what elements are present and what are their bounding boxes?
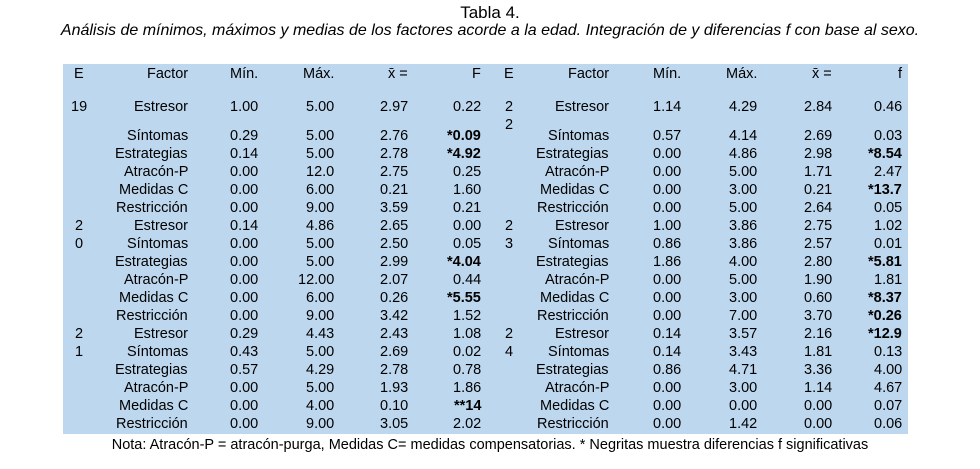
- max-cell: 5.00: [729, 164, 758, 180]
- max-cell: 6.00: [306, 182, 335, 198]
- min-cell: 0.57: [230, 362, 259, 378]
- column-header: Máx.: [303, 66, 335, 82]
- min-cell: 1.00: [653, 218, 682, 234]
- mean-cell: 2.69: [804, 128, 833, 144]
- min-cell: 0.29: [230, 128, 259, 144]
- mean-cell: 0.21: [804, 182, 833, 198]
- f-cell: 0.13: [874, 344, 903, 360]
- mean-cell: 1.93: [380, 380, 409, 396]
- min-cell: 0.00: [230, 308, 259, 324]
- mean-cell: 0.00: [804, 416, 833, 432]
- table-subtitle: Análisis de mínimos, máximos y medias de los factores acorde a la edad. Integración de y diferencias f con base al sexo.: [60, 22, 920, 39]
- factor-cell: Estrategias: [115, 362, 188, 378]
- f-cell: *5.81: [868, 254, 902, 270]
- f-cell: 0.78: [453, 362, 482, 378]
- factor-cell: Medidas C: [119, 182, 189, 198]
- f-cell: *13.7: [868, 182, 902, 198]
- f-cell: 0.03: [874, 128, 903, 144]
- factor-cell: Medidas C: [119, 290, 189, 306]
- factor-cell: Restricción: [537, 200, 609, 216]
- factor-cell: Restricción: [537, 308, 609, 324]
- max-cell: 3.00: [729, 290, 758, 306]
- mean-cell: 0.21: [380, 182, 409, 198]
- f-cell: 0.44: [453, 272, 482, 288]
- max-cell: 5.00: [729, 272, 758, 288]
- factor-cell: Atracón-P: [124, 380, 189, 396]
- f-cell: *0.26: [868, 308, 902, 324]
- mean-cell: 3.59: [380, 200, 409, 216]
- group-cell: 2: [505, 99, 514, 115]
- mean-cell: 2.43: [380, 326, 409, 342]
- max-cell: 9.00: [306, 200, 335, 216]
- group-cell: 2: [75, 326, 84, 342]
- min-cell: 0.00: [230, 272, 259, 288]
- min-cell: 0.86: [653, 236, 682, 252]
- mean-cell: 2.75: [380, 164, 409, 180]
- min-cell: 0.00: [653, 200, 682, 216]
- mean-cell: 3.42: [380, 308, 409, 324]
- mean-cell: 2.50: [380, 236, 409, 252]
- min-cell: 0.00: [653, 290, 682, 306]
- max-cell: 5.00: [306, 146, 335, 162]
- max-cell: 1.42: [729, 416, 758, 432]
- factor-cell: Atracón-P: [124, 272, 189, 288]
- factor-cell: Restricción: [116, 308, 188, 324]
- f-cell: *5.55: [447, 290, 481, 306]
- f-cell: 0.06: [874, 416, 903, 432]
- group-cell: 0: [75, 236, 84, 252]
- max-cell: 9.00: [306, 416, 335, 432]
- min-cell: 0.86: [653, 362, 682, 378]
- mean-cell: 2.84: [804, 99, 833, 115]
- group-cell: 2: [505, 218, 514, 234]
- mean-cell: 0.60: [804, 290, 833, 306]
- mean-cell: 1.81: [804, 344, 833, 360]
- factor-cell: Atracón-P: [545, 380, 610, 396]
- max-cell: 5.00: [306, 344, 335, 360]
- mean-cell: 0.26: [380, 290, 409, 306]
- min-cell: 0.00: [653, 272, 682, 288]
- min-cell: 0.00: [230, 380, 259, 396]
- min-cell: 1.14: [653, 99, 682, 115]
- min-cell: 0.14: [653, 326, 682, 342]
- factor-cell: Síntomas: [127, 128, 189, 144]
- factor-cell: Atracón-P: [545, 272, 610, 288]
- max-cell: 4.29: [729, 99, 758, 115]
- min-cell: 0.14: [230, 146, 259, 162]
- column-header: Máx.: [726, 66, 758, 82]
- factor-cell: Medidas C: [119, 398, 189, 414]
- f-cell: 2.02: [453, 416, 482, 432]
- factor-cell: Síntomas: [548, 128, 610, 144]
- max-cell: 3.86: [729, 236, 758, 252]
- column-header: F: [472, 66, 481, 82]
- factor-cell: Atracón-P: [124, 164, 189, 180]
- factor-cell: Síntomas: [548, 236, 610, 252]
- group-cell: 3: [505, 236, 514, 252]
- mean-cell: 2.80: [804, 254, 833, 270]
- factor-cell: Medidas C: [540, 398, 610, 414]
- mean-cell: 1.71: [804, 164, 833, 180]
- mean-cell: 2.78: [380, 146, 409, 162]
- mean-cell: 2.78: [380, 362, 409, 378]
- column-header: E: [74, 66, 84, 82]
- column-header: Mín.: [653, 66, 682, 82]
- mean-cell: 2.76: [380, 128, 409, 144]
- max-cell: 5.00: [306, 254, 335, 270]
- column-header: x̄ =: [812, 66, 832, 82]
- factor-cell: Restricción: [116, 200, 188, 216]
- f-cell: *8.54: [868, 146, 902, 162]
- f-cell: 1.52: [453, 308, 482, 324]
- f-cell: *12.9: [868, 326, 902, 342]
- min-cell: 1.00: [230, 99, 259, 115]
- max-cell: 5.00: [306, 99, 335, 115]
- factor-cell: Estresor: [134, 99, 188, 115]
- factor-cell: Estrategias: [115, 146, 188, 162]
- min-cell: 0.00: [653, 164, 682, 180]
- mean-cell: 2.64: [804, 200, 833, 216]
- min-cell: 0.00: [653, 398, 682, 414]
- group-cell: 2: [505, 117, 514, 133]
- column-header: x̄ =: [388, 66, 408, 82]
- min-cell: 0.57: [653, 128, 682, 144]
- f-cell: 1.08: [453, 326, 482, 342]
- factor-cell: Síntomas: [127, 344, 189, 360]
- group-cell: 19: [71, 99, 88, 115]
- f-cell: *0.09: [447, 128, 481, 144]
- f-cell: 4.00: [874, 362, 903, 378]
- max-cell: 4.00: [306, 398, 335, 414]
- min-cell: 0.00: [230, 236, 259, 252]
- factor-cell: Estrategias: [536, 362, 609, 378]
- min-cell: 0.00: [653, 380, 682, 396]
- max-cell: 12.00: [298, 272, 335, 288]
- f-cell: 2.47: [874, 164, 903, 180]
- max-cell: 5.00: [306, 236, 335, 252]
- max-cell: 6.00: [306, 290, 335, 306]
- min-cell: 0.00: [230, 290, 259, 306]
- mean-cell: 1.14: [804, 380, 833, 396]
- factor-cell: Atracón-P: [545, 164, 610, 180]
- f-cell: **14: [454, 398, 482, 414]
- factor-cell: Medidas C: [540, 182, 610, 198]
- group-cell: 1: [75, 344, 84, 360]
- min-cell: 0.00: [653, 146, 682, 162]
- max-cell: 7.00: [729, 308, 758, 324]
- column-header: E: [504, 66, 514, 82]
- f-cell: 4.67: [874, 380, 903, 396]
- max-cell: 5.00: [729, 200, 758, 216]
- f-cell: *8.37: [868, 290, 902, 306]
- mean-cell: 3.70: [804, 308, 833, 324]
- max-cell: 9.00: [306, 308, 335, 324]
- min-cell: 0.00: [230, 254, 259, 270]
- mean-cell: 0.00: [804, 398, 833, 414]
- f-cell: 0.22: [453, 99, 482, 115]
- f-cell: *4.92: [447, 146, 481, 162]
- factor-cell: Síntomas: [548, 344, 610, 360]
- min-cell: 0.00: [653, 308, 682, 324]
- min-cell: 0.29: [230, 326, 259, 342]
- mean-cell: 2.75: [804, 218, 833, 234]
- factor-cell: Restricción: [537, 416, 609, 432]
- max-cell: 5.00: [306, 128, 335, 144]
- f-cell: *4.04: [447, 254, 481, 270]
- min-cell: 0.00: [230, 398, 259, 414]
- mean-cell: 2.69: [380, 344, 409, 360]
- max-cell: 3.86: [729, 218, 758, 234]
- f-cell: 0.07: [874, 398, 903, 414]
- max-cell: 5.00: [306, 380, 335, 396]
- factor-cell: Estrategias: [536, 146, 609, 162]
- factor-cell: Estrategias: [536, 254, 609, 270]
- f-cell: 0.01: [874, 236, 903, 252]
- f-cell: 0.05: [874, 200, 903, 216]
- min-cell: 0.00: [230, 164, 259, 180]
- column-header: Factor: [147, 66, 189, 82]
- mean-cell: 2.97: [380, 99, 409, 115]
- min-cell: 0.00: [653, 416, 682, 432]
- f-cell: 0.02: [453, 344, 482, 360]
- max-cell: 3.00: [729, 182, 758, 198]
- min-cell: 0.14: [230, 218, 259, 234]
- min-cell: 0.00: [230, 200, 259, 216]
- factor-cell: Estresor: [555, 326, 609, 342]
- table-note: Nota: Atracón-P = atracón-purga, Medidas C= medidas compensatorias. * Negritas muestra diferencias f significativas: [111, 437, 869, 453]
- f-cell: 1.02: [874, 218, 903, 234]
- min-cell: 0.00: [230, 182, 259, 198]
- f-cell: 0.25: [453, 164, 482, 180]
- max-cell: 0.00: [729, 398, 758, 414]
- mean-cell: 2.57: [804, 236, 833, 252]
- max-cell: 4.43: [306, 326, 335, 342]
- factor-cell: Síntomas: [127, 236, 189, 252]
- mean-cell: 2.16: [804, 326, 833, 342]
- max-cell: 3.00: [729, 380, 758, 396]
- f-cell: 0.46: [874, 99, 903, 115]
- max-cell: 4.86: [306, 218, 335, 234]
- mean-cell: 1.90: [804, 272, 833, 288]
- column-header: Mín.: [230, 66, 259, 82]
- data-table: [63, 64, 908, 434]
- group-cell: 4: [505, 344, 514, 360]
- mean-cell: 0.10: [380, 398, 409, 414]
- max-cell: 4.00: [729, 254, 758, 270]
- factor-cell: Restricción: [116, 416, 188, 432]
- mean-cell: 2.65: [380, 218, 409, 234]
- max-cell: 4.14: [729, 128, 758, 144]
- factor-cell: Estresor: [555, 99, 609, 115]
- factor-cell: Estresor: [555, 218, 609, 234]
- min-cell: 0.00: [653, 182, 682, 198]
- min-cell: 1.86: [653, 254, 682, 270]
- f-cell: 1.81: [874, 272, 903, 288]
- mean-cell: 3.05: [380, 416, 409, 432]
- table-title: Tabla 4.: [460, 3, 520, 22]
- column-header: f: [898, 66, 903, 82]
- min-cell: 0.00: [230, 416, 259, 432]
- max-cell: 3.57: [729, 326, 758, 342]
- mean-cell: 3.36: [804, 362, 833, 378]
- f-cell: 0.05: [453, 236, 482, 252]
- factor-cell: Estrategias: [115, 254, 188, 270]
- group-cell: 2: [75, 218, 84, 234]
- min-cell: 0.43: [230, 344, 259, 360]
- mean-cell: 2.99: [380, 254, 409, 270]
- factor-cell: Estresor: [134, 218, 188, 234]
- f-cell: 0.00: [453, 218, 482, 234]
- group-cell: 2: [505, 326, 514, 342]
- max-cell: 4.71: [729, 362, 758, 378]
- max-cell: 4.29: [306, 362, 335, 378]
- factor-cell: Estresor: [134, 326, 188, 342]
- factor-cell: Medidas C: [540, 290, 610, 306]
- mean-cell: 2.98: [804, 146, 833, 162]
- mean-cell: 2.07: [380, 272, 409, 288]
- min-cell: 0.14: [653, 344, 682, 360]
- f-cell: 1.60: [453, 182, 482, 198]
- max-cell: 12.0: [306, 164, 335, 180]
- column-header: Factor: [568, 66, 610, 82]
- max-cell: 3.43: [729, 344, 758, 360]
- f-cell: 0.21: [453, 200, 482, 216]
- f-cell: 1.86: [453, 380, 482, 396]
- max-cell: 4.86: [729, 146, 758, 162]
